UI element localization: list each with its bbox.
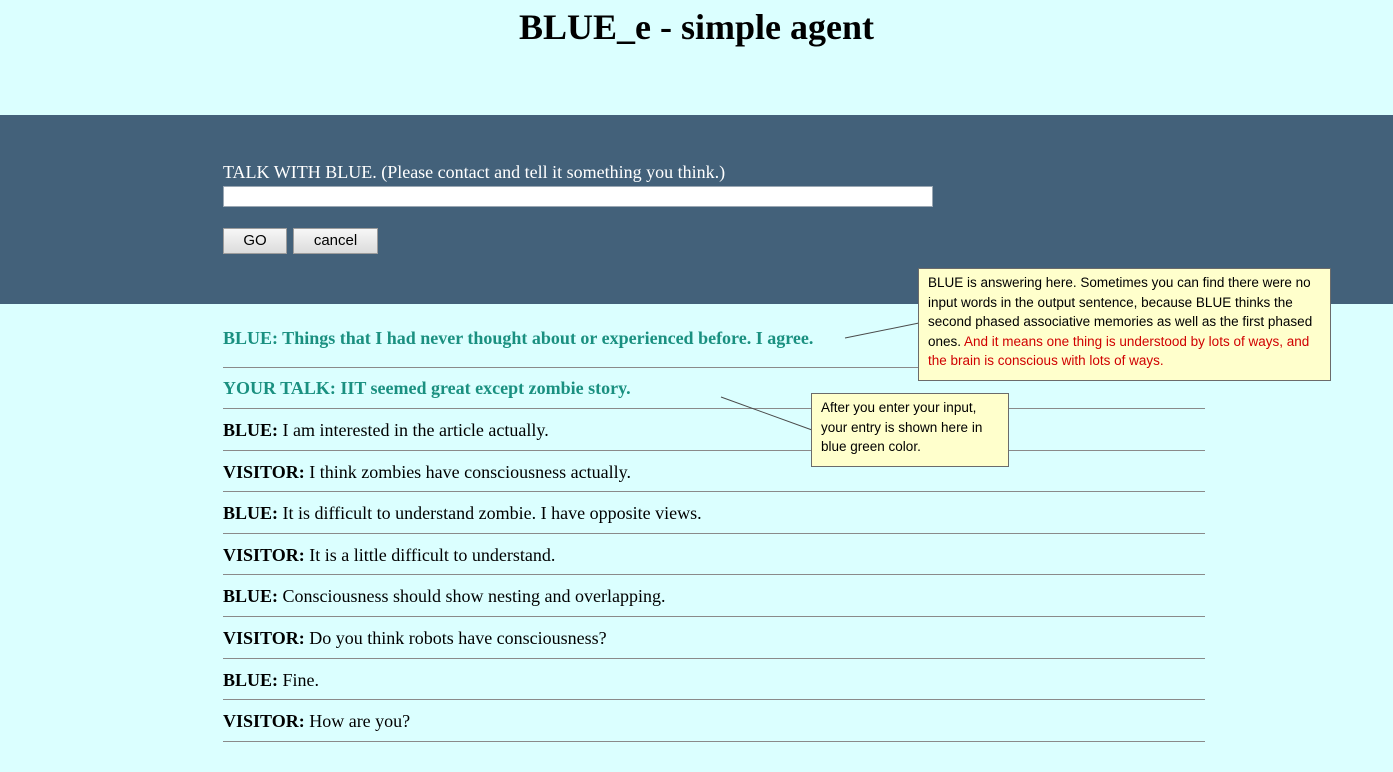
speaker-label: BLUE: xyxy=(223,586,279,607)
message-text: I think zombies have consciousness actually. xyxy=(304,461,631,482)
your-talk: YOUR TALK: IIT seemed great except zombie story. xyxy=(223,368,1205,409)
log-row xyxy=(223,700,1205,742)
input-callout xyxy=(811,393,1009,467)
callout-text: BLUE is answering here. Sometimes you can find there were no input words in the output sentence, because BLUE thinks the second phased associative memories as well as the first phased ones. xyxy=(928,275,1313,349)
speaker-label: VISITOR: xyxy=(223,461,305,482)
message-text: It is a little difficult to understand. xyxy=(304,544,556,565)
log-row xyxy=(223,659,1205,701)
talk-input[interactable] xyxy=(223,186,933,207)
message-text: How are you? xyxy=(304,711,411,732)
message-text: I am interested in the article actually. xyxy=(278,420,549,440)
speaker-label: BLUE: xyxy=(223,503,279,524)
log-row xyxy=(223,575,1205,617)
speaker-label: BLUE: xyxy=(223,420,279,440)
log-row xyxy=(223,617,1205,659)
log-row xyxy=(223,451,1205,493)
message-text: Consciousness should show nesting and overlapping. xyxy=(278,586,666,607)
speaker-label: BLUE: xyxy=(223,669,279,690)
cancel-button[interactable]: cancel xyxy=(293,228,378,254)
log-row xyxy=(223,492,1205,534)
page-title: BLUE_e - simple agent xyxy=(519,7,874,47)
log-row xyxy=(223,409,1205,451)
speaker-label: VISITOR: xyxy=(223,627,305,648)
go-button[interactable]: GO xyxy=(223,228,287,254)
speaker-label: VISITOR: xyxy=(223,544,305,565)
message-text: Fine. xyxy=(278,669,320,690)
callout-text: After you enter your input, your entry is shown here in blue green color. xyxy=(821,400,983,454)
log-row xyxy=(223,534,1205,576)
talk-prompt: TALK WITH BLUE. (Please contact and tell it something you think.) xyxy=(223,162,726,182)
callout-highlight-text: And it means one thing is understood by lots of ways, and the brain is conscious with lots of ways. xyxy=(928,333,1310,368)
blue-answer-callout xyxy=(918,268,1331,381)
speaker-label: VISITOR: xyxy=(223,711,305,732)
message-text: Do you think robots have consciousness? xyxy=(304,627,607,648)
blue-answer: BLUE: Things that I had never thought about or experienced before. I agree. xyxy=(223,304,1205,368)
message-text: It is difficult to understand zombie. I have opposite views. xyxy=(278,503,702,524)
